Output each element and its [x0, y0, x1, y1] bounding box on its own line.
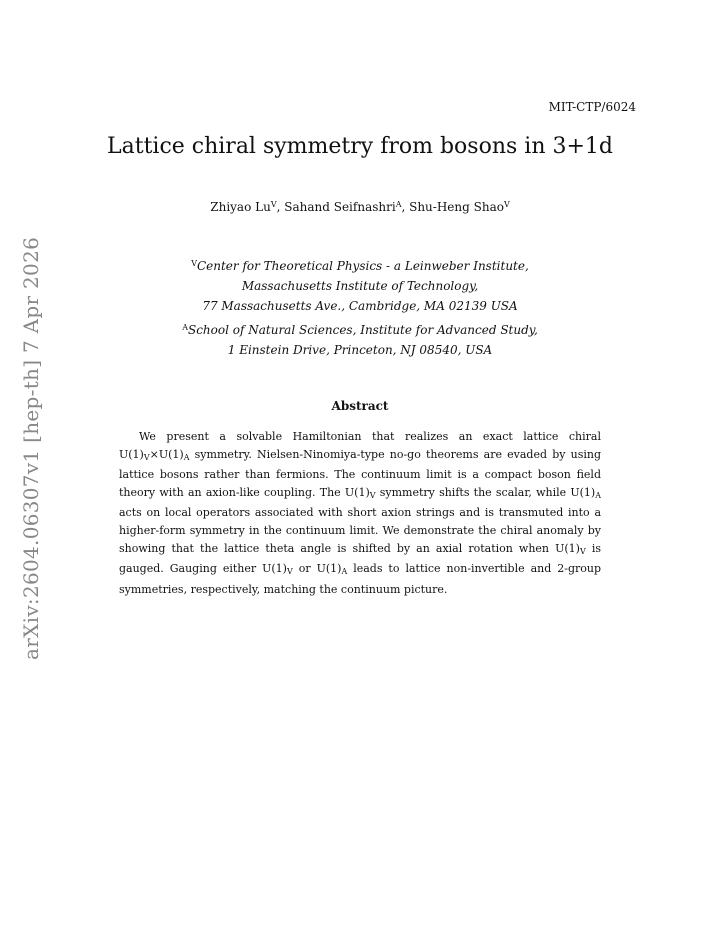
affiliation-line: 1 Einstein Drive, Princeton, NJ 08540, USA — [227, 343, 493, 357]
affiliation-mark: V — [270, 200, 277, 209]
affiliation-block — [0, 318, 720, 360]
abstract-text: We present a solvable Hamiltonian that realizes an exact lattice chiral $U(1)_V\times U(1)_A$ symmetry. Nielsen-Ninomiya-type no-go theorems are evaded by using lattice bosons rather than fermions. The continuum limit is a compact boson field theory with an axion-like coupling. The $U(1)_V$ symmetry shifts the scalar, while $U(1)_A$ acts on local operators associated with short axion strings and is transmuted into a higher-form symmetry in the continuum limit. We demonstrate the chiral anomaly by showing that the lattice theta angle is shifted by an axial rotation when $U(1)_V$ is gauged. Gauging either $U(1)_V$ or $U(1)_A$ leads to lattice non-invertible and 2-group symmetries, respectively, matching the continuum picture. — [119, 430, 602, 596]
arxiv-identifier-stamp: arXiv:2604.06307v1 [hep-th] 7 Apr 2026 — [19, 236, 43, 660]
report-number: MIT-CTP/6024 — [548, 100, 636, 114]
affiliation-mark: A — [182, 323, 188, 332]
abstract-heading: Abstract — [331, 399, 389, 413]
affiliation-mark: A — [395, 200, 402, 209]
affiliation-block — [0, 254, 720, 316]
author-name: Sahand Seifnashri — [284, 200, 396, 214]
affiliation-mark: V — [191, 259, 197, 268]
affiliation-line: 77 Massachusetts Ave., Cambridge, MA 02139 USA — [202, 299, 518, 313]
affiliation-line: Massachusetts Institute of Technology, — [241, 279, 479, 293]
author-list: Zhiyao $Lu^V$, Sahand Seifnashri$^A$, Shu-Heng Shao$^V$ — [210, 200, 510, 214]
affiliation-mark: V — [503, 200, 510, 209]
author-name: Zhiyao Lu — [210, 200, 271, 214]
affiliation-line: $^A$School of Natural Sciences, Institute for Advanced Study, — [182, 323, 538, 337]
author-name: Shu-Heng Shao — [409, 200, 504, 214]
affiliation-line: $^V$Center for Theoretical Physics - a Leinweber Institute, — [191, 259, 529, 273]
paper-title: Lattice chiral symmetry from bosons in 3+1d — [107, 134, 613, 159]
